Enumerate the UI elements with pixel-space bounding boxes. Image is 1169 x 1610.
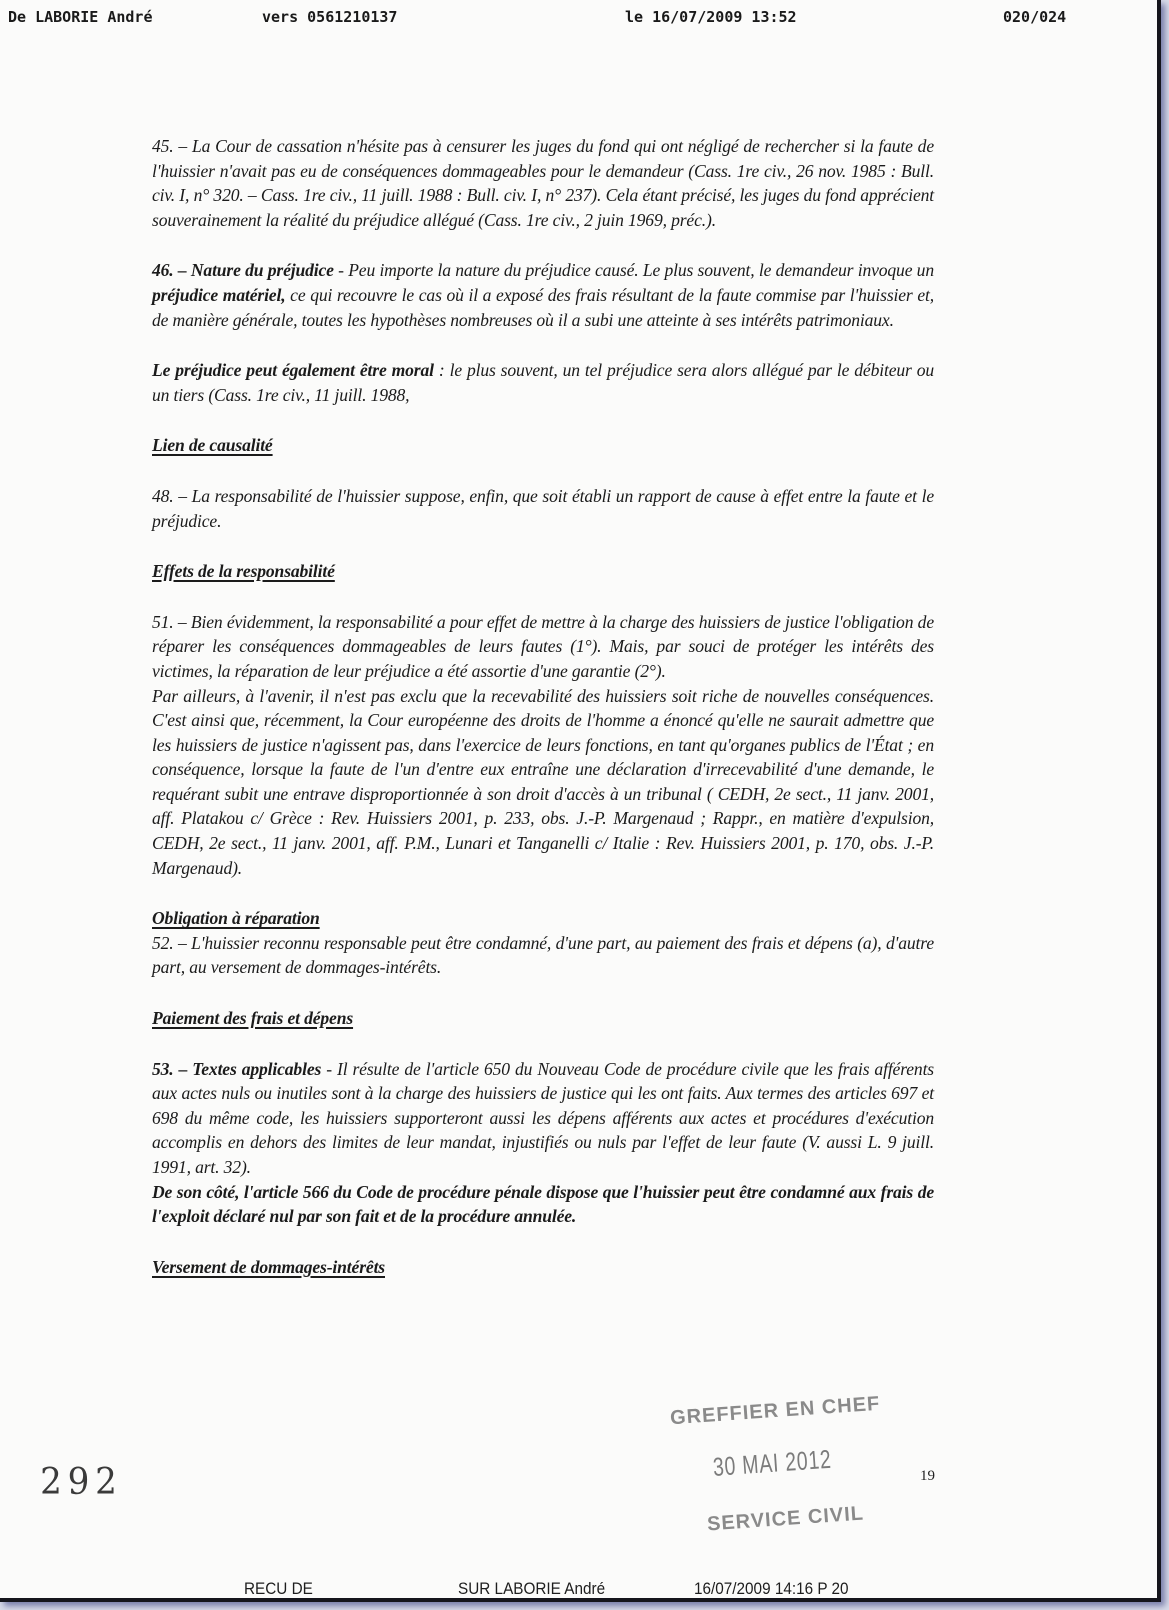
paragraph-46-text-b: ce qui recouvre le cas où il a exposé des frais résultant de la faute commise par l'huissier et, de manière générale, toutes les hypothèses nombreuses où il a subi une atteinte à ses intérêts patrimoniaux. bbox=[152, 284, 934, 330]
stamp-service: SERVICE CIVIL bbox=[706, 1502, 865, 1536]
heading-lien-de-causalite: Lien de causalité bbox=[152, 435, 273, 456]
fax-page-count: 020/024 bbox=[1003, 8, 1067, 26]
paragraph-46-text-a: - Peu importe la nature du préjudice causé. Le plus souvent, le demandeur invoque un bbox=[333, 260, 934, 281]
paragraph-48: 48. – La responsabilité de l'huissier suppose, enfin, que soit établi un rapport de cause à effet entre la faute et le préjudice. bbox=[152, 485, 934, 531]
fax-sender: De LABORIE André bbox=[8, 8, 153, 26]
paragraph-53 bbox=[152, 1057, 934, 1180]
paragraph-45: 45. – La Cour de cassation n'hésite pas à censurer les juges du fond qui ont négligé de rechercher si la faute de l'huissier n'avait pas eu de conséquences dommageables pour le demandeur (Cass. 1re civ., 26 nov. 1985 : Bull. civ. I, n° 320. – Cass. 1re civ., 11 juill. 1988 : Bull. civ. I, n° 237). Cela étant précisé, les juges du fond apprécient souverainement la réalité du préjudice allégué (Cass. 1re civ., 2 juin 1969, préc.). bbox=[152, 136, 934, 230]
heading-paiement: Paiement des frais et dépens bbox=[152, 1008, 354, 1029]
paragraph-53-title: 53. – Textes applicables bbox=[152, 1058, 322, 1079]
paragraph-51: 51. – Bien évidemment, la responsabilité a pour effet de mettre à la charge des huissiers de justice l'obligation de réparer les conséquences dommageables de leurs fautes (1°). Mais, par souci de protéger les intérêts des victimes, la réparation de leur préjudice a été assortie d'une garantie (2°). bbox=[152, 611, 934, 681]
page-number: 19 bbox=[920, 1468, 935, 1484]
fax-footer-datetime: 16/07/2009 14:16 P 20 bbox=[694, 1579, 849, 1598]
heading-versement: Versement de dommages-intérêts bbox=[152, 1256, 385, 1277]
paragraph-46 bbox=[152, 258, 934, 332]
paragraph-46-title: 46. – Nature du préjudice bbox=[152, 260, 334, 281]
paragraph-moral-title: Le préjudice peut également être moral bbox=[152, 360, 434, 381]
paragraph-52: 52. – L'huissier reconnu responsable peut être condamné, d'une part, au paiement des frais et dépens (a), d'autre part, au versement de dommages-intérêts. bbox=[152, 932, 934, 978]
heading-effets: Effets de la responsabilité bbox=[152, 561, 335, 582]
stamp-greffier: GREFFIER EN CHEF bbox=[669, 1392, 881, 1430]
fax-received-label: RECU DE bbox=[244, 1579, 313, 1598]
paragraph-53-text: - Il résulte de l'article 650 du Nouveau Code de procédure civile que les frais afférents aux actes nuls ou inutiles sont à la charge des huissiers de justice qui les ont faits. Aux termes des articles 697 et 698 du même code, les huissiers supporteront aussi les dépens afférents aux actes et procédures d'exécution accomplis en dehors des limites de leur mandat, injustifiés ou nuls par l'effet de leur faute (V. aussi L. 9 juill. 1991, art. 32). bbox=[152, 1058, 935, 1177]
fax-datetime: le 16/07/2009 13:52 bbox=[625, 8, 797, 26]
paragraph-46-bold: préjudice matériel, bbox=[152, 284, 286, 305]
document-body bbox=[152, 134, 934, 1279]
stamp-date: 30 MAI 2012 bbox=[711, 1443, 833, 1482]
fax-footer-from: SUR LABORIE André bbox=[458, 1579, 606, 1598]
fax-header bbox=[0, 8, 1157, 32]
paragraph-moral bbox=[152, 358, 934, 407]
fax-recipient: vers 0561210137 bbox=[262, 8, 398, 26]
paragraph-51-continued: Par ailleurs, à l'avenir, il n'est pas exclu que la recevabilité des huissiers soit riche de nouvelles conséquences. C'est ainsi que, récemment, la Cour européenne des droits de l'homme a énoncé qu'elle ne saurait admettre que les huissiers de justice n'agissent pas, dans l'exercice de leurs fonctions, en tant qu'organes publics de l'État ; en conséquence, lorsque la faute de l'un d'entre eux entraîne une déclaration d'irrecevabilité d'une demande, le requérant subit une entrave disproportionnée à son droit d'accès à un tribunal ( CEDH, 2e sect., 11 janv. 2001, aff. Platakou c/ Grèce : Rev. Huissiers 2001, p. 233, obs. J.-P. Margenaud ; Rappr., en matière d'expulsion, CEDH, 2e sect., 11 janv. 2001, aff. P.M., Lunari et Tanganelli c/ Italie : Rev. Huissiers 2001, p. 170, obs. J.-P. Margenaud). bbox=[152, 685, 934, 878]
heading-obligation: Obligation à réparation bbox=[152, 908, 320, 929]
fax-footer bbox=[0, 1579, 1157, 1601]
paragraph-moral-text: : le plus souvent, un tel préjudice sera alors allégué par le débiteur ou un tiers (Cass. 1re civ., 11 juill. 1988, bbox=[152, 360, 934, 405]
handwritten-number: 292 bbox=[40, 1462, 123, 1503]
paragraph-53-bold: De son côté, l'article 566 du Code de procédure pénale dispose que l'huissier peut être condamné aux frais de l'exploit déclaré nul par son fait et de la procédure annulée. bbox=[152, 1181, 934, 1227]
